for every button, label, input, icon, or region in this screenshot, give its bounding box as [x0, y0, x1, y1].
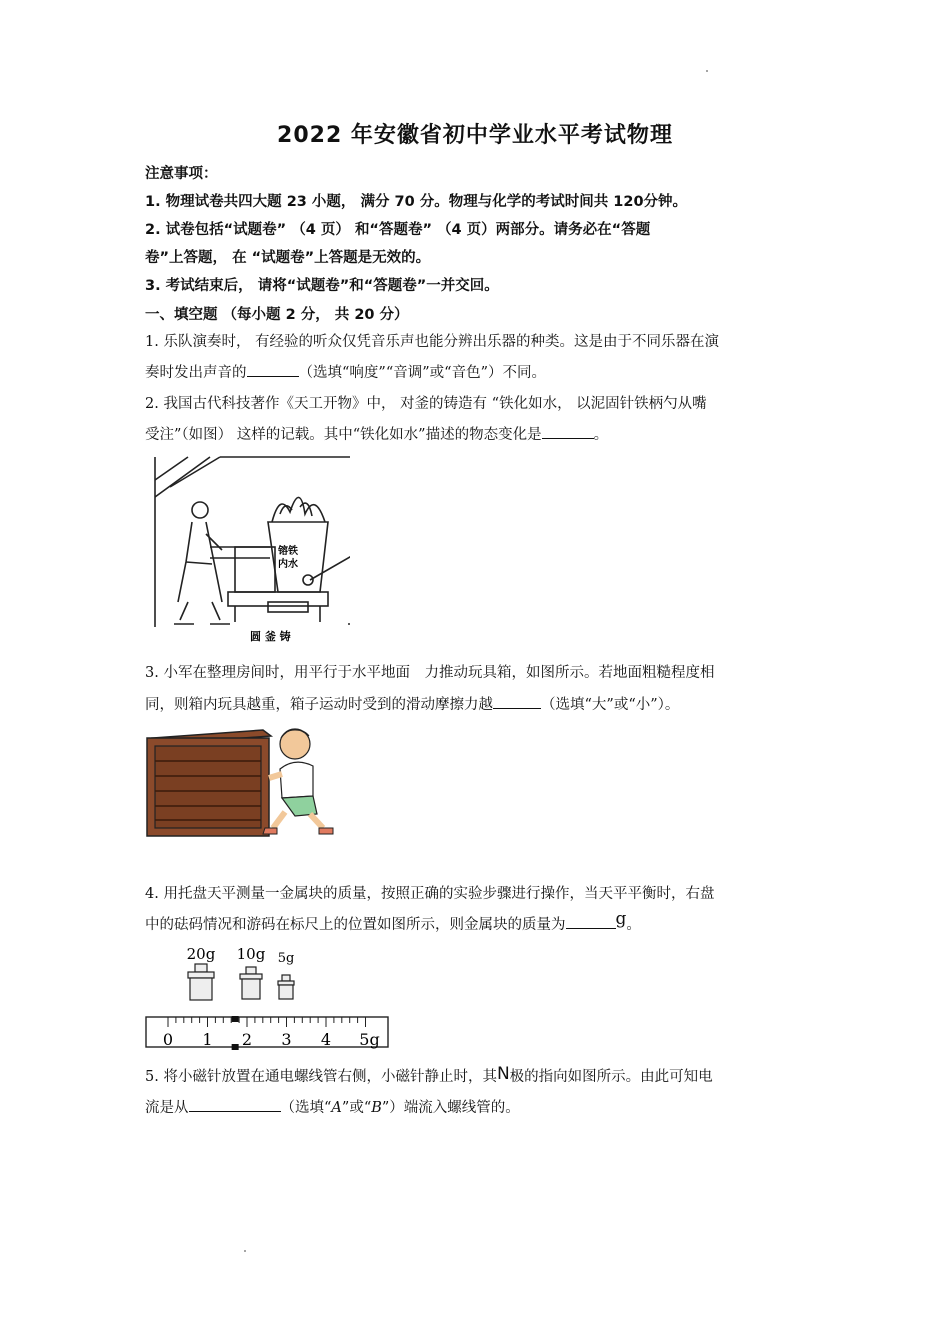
note-item-1: 1. 物理试卷共四大题 23 小题， 满分 70 分。物理与化学的考试时间共 120分钟。: [145, 194, 688, 210]
figure-label-1: 镕铁: [278, 546, 298, 557]
scale-label: 2: [241, 1030, 253, 1049]
rider-marker: [145, 942, 152, 976]
note-item-3: 3. 考试结束后， 请将“试题卷”和“答题卷”一并交回。: [145, 278, 499, 294]
weight-10g: [240, 967, 262, 999]
question-1-line2: 奏时发出声音的 （选填“响度”“音调”或“音色”）不同。: [145, 362, 810, 383]
weight-5g: [278, 975, 294, 999]
scale-label: 0: [162, 1030, 174, 1049]
note-item-2-line2: 卷”上答题， 在 “试题卷”上答题是无效的。: [145, 250, 431, 266]
notes-heading: 注意事项：: [145, 166, 218, 182]
answer-blank[interactable]: [493, 694, 541, 709]
casting-illustration: [150, 452, 350, 648]
pole-label: N: [496, 1064, 510, 1084]
rider-bottom: [232, 1044, 239, 1050]
question-1-line1: 1. 乐队演奏时， 有经验的听众仅凭音乐声也能分辨出乐器的种类。这是由于不同乐器在演: [145, 334, 720, 350]
answer-blank[interactable]: [189, 1097, 281, 1112]
question-5-line1: 5. 将小磁针放置在通电螺线管右侧，小磁针静止时，其N极的指向如图所示。由此可知电: [145, 1064, 713, 1085]
box-pushing-illustration: [145, 724, 345, 840]
scale-label: 5g: [359, 1030, 380, 1049]
scale-ruler: [146, 1017, 388, 1047]
balance-weights-figure: [145, 942, 395, 1054]
rider-top: [232, 1016, 239, 1022]
scan-speck: [706, 70, 708, 72]
note-item-2-line1: 2. 试卷包括“试题卷” （4 页） 和“答题卷” （4 页）两部分。请务必在“答题: [145, 222, 651, 238]
weight-label-5g: 5g: [277, 951, 295, 966]
answer-blank[interactable]: [566, 914, 616, 929]
question-5-line2: 流是从 （选填“A”或“B”）端流入螺线管的。: [145, 1097, 810, 1118]
weight-label-20g: 20g: [186, 945, 216, 963]
question-2-line2: 受注”（如图） 这样的记载。其中“铁化如水”描述的物态变化是 。: [145, 424, 810, 445]
weight-label-10g: 10g: [236, 945, 266, 963]
question-3-line2: 同，则箱内玩具越重，箱子运动时受到的滑动摩擦力越 （选填“大”或“小”）。: [145, 694, 810, 715]
section-heading: 一、填空题 （每小题 2 分， 共 20 分）: [145, 307, 409, 323]
unit-label: g: [615, 909, 627, 929]
page-title: 2022 年安徽省初中学业水平考试物理: [277, 123, 673, 148]
scan-speck: [244, 1250, 246, 1252]
answer-blank[interactable]: [247, 362, 299, 377]
answer-blank[interactable]: [542, 424, 594, 439]
weight-20g: [188, 964, 214, 1000]
question-4-line2: 中的砝码情况和游码在标尺上的位置如图所示，则金属块的质量为 g。: [145, 909, 641, 933]
scale-label: 4: [320, 1030, 332, 1049]
scale-label: 1: [202, 1030, 213, 1049]
question-2-line1: 2. 我国古代科技著作《天工开物》中， 对釜的铸造有 “铁化如水， 以泥固针铁柄勺从嘴: [145, 396, 707, 412]
question-4-line1: 4. 用托盘天平测量一金属块的质量，按照正确的实验步骤进行操作，当天平平衡时，右盘: [145, 886, 715, 902]
figure-caption: 圆 釜 铸: [250, 630, 291, 643]
question-3-line1: 3. 小军在整理房间时，用平行于水平地面 力推动玩具箱，如图所示。若地面粗糙程度相: [145, 665, 715, 681]
figure-label-2: 内水: [278, 559, 298, 570]
scale-label: 3: [281, 1030, 292, 1049]
